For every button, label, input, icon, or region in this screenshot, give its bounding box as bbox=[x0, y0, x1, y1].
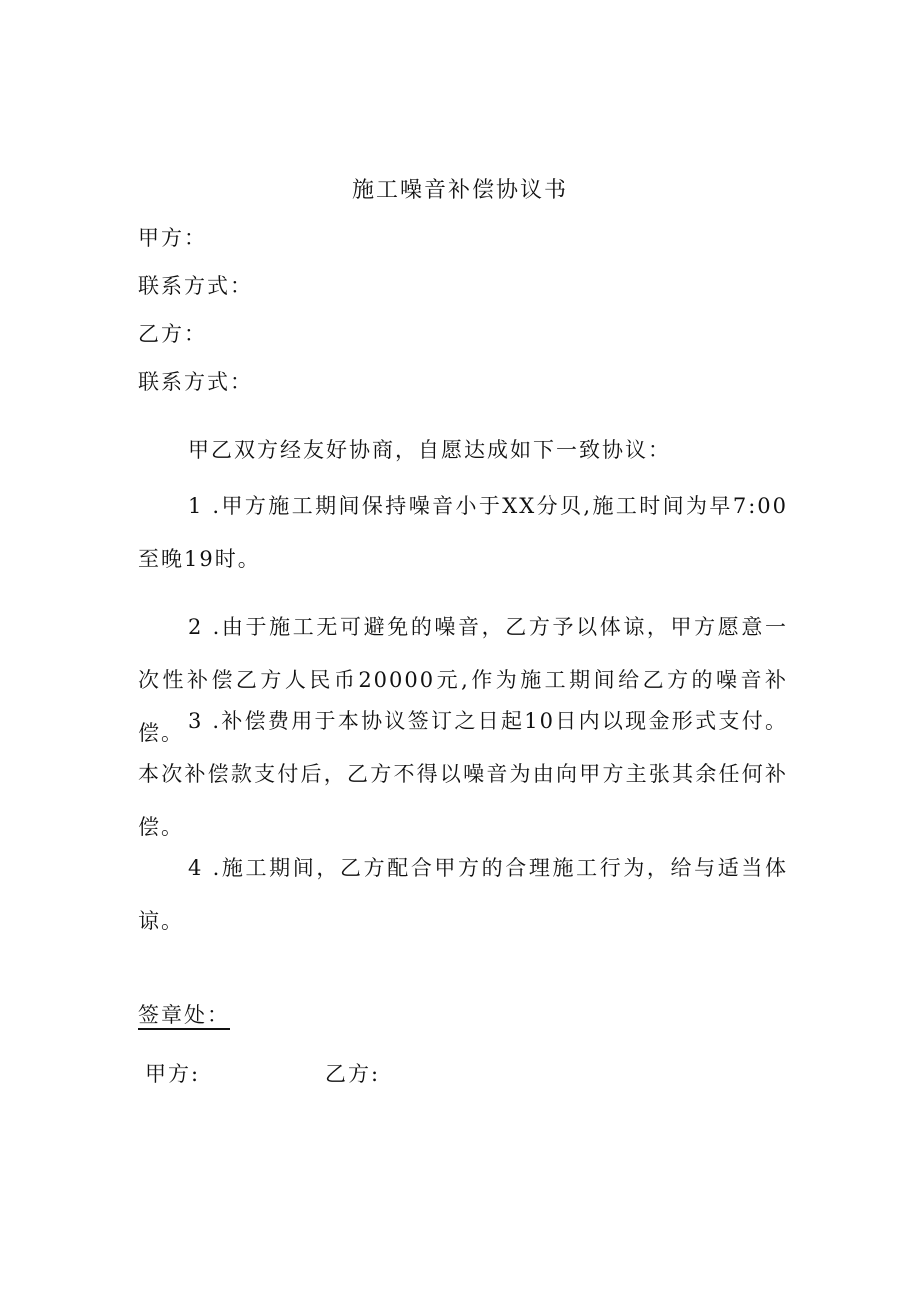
signature-heading: 签章处： bbox=[138, 1003, 230, 1027]
document-title: 施工噪音补偿协议书 bbox=[351, 178, 568, 203]
clause-1: 1 .甲方施工期间保持噪音小于XX分贝,施工时间为早7:00至晚19时。 bbox=[138, 494, 788, 571]
party-a-label: 甲方： bbox=[138, 226, 207, 250]
clause-3: 3 .补偿费用于本协议签订之日起10日内以现金形式支付。本次补偿款支付后，乙方不得以噪音为由向甲方主张其余任何补偿。 bbox=[138, 709, 788, 839]
clause-4: 4 .施工期间，乙方配合甲方的合理施工行为，给与适当体谅。 bbox=[138, 856, 788, 933]
party-a-contact-label: 联系方式： bbox=[138, 274, 253, 298]
agreement-intro: 甲乙双方经友好协商，自愿达成如下一致协议： bbox=[188, 438, 671, 462]
party-b-contact-label: 联系方式： bbox=[138, 370, 253, 394]
signature-party-a: 甲方: bbox=[145, 1062, 201, 1086]
clause-2: 2 .由于施工无可避免的噪音，乙方予以体谅，甲方愿意一次性补偿乙方人民币20000元,作为施工期间给乙方的噪音补偿。 bbox=[138, 615, 788, 745]
signature-party-b: 乙方: bbox=[325, 1062, 381, 1086]
party-b-label: 乙方： bbox=[138, 322, 207, 346]
